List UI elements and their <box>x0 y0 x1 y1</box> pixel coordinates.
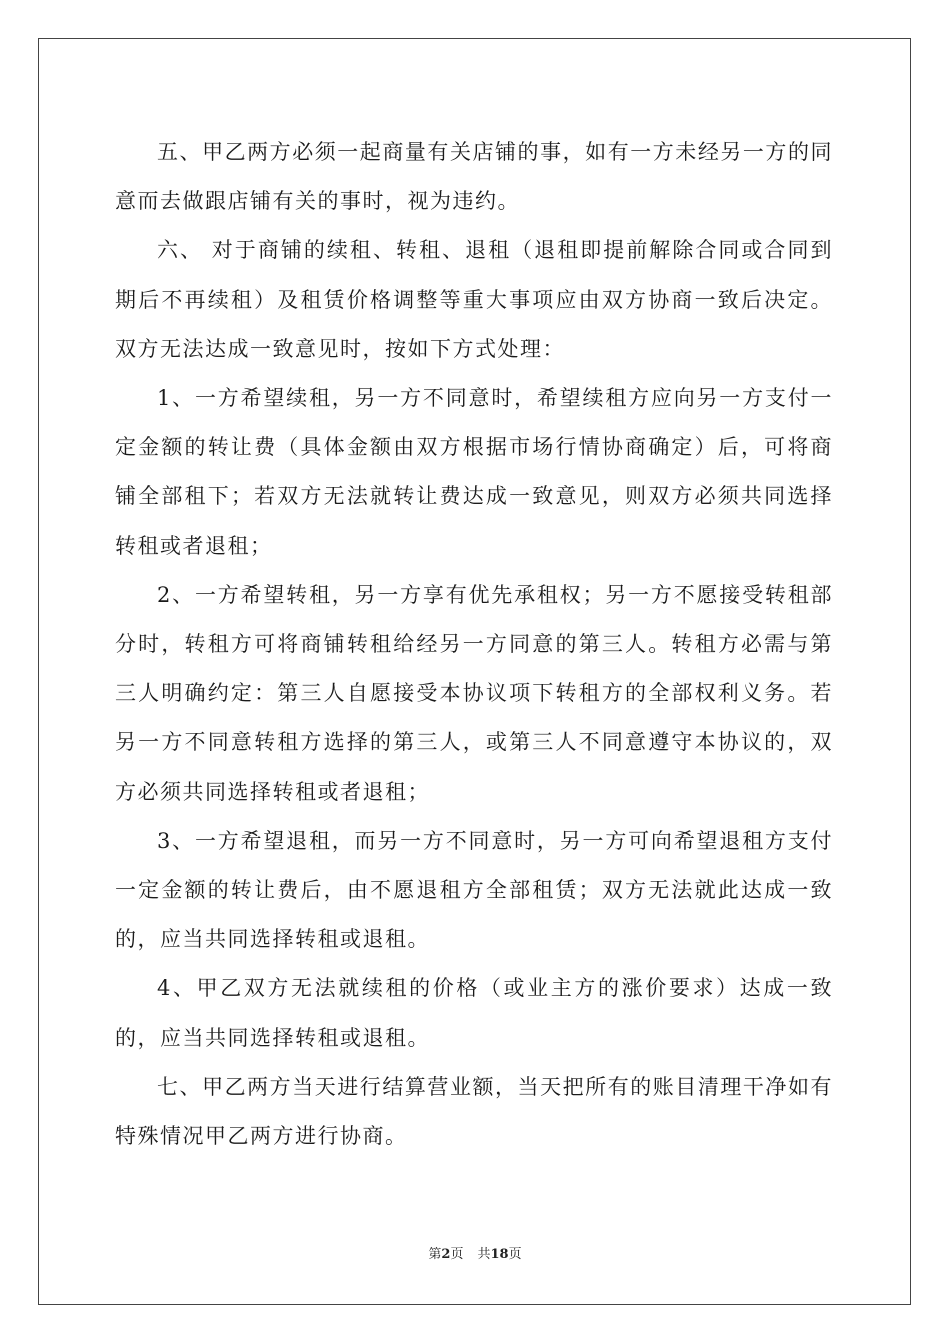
document-body <box>115 128 833 1161</box>
paragraph-item-3: 3、一方希望退租，而另一方不同意时，另一方可向希望退租方支付一定金额的转让费后，由不愿退租方全部租赁；双方无法就此达成一致的，应当共同选择转租或退租。 <box>115 828 833 952</box>
paragraph-item-2: 2、一方希望转租，另一方享有优先承租权；另一方不愿接受转租部分时，转租方可将商铺转租给经另一方同意的第三人。转租方必需与第三人明确约定：第三人自愿接受本协议项下转租方的全部权利义务。若另一方不同意转租方选择的第三人，或第三人不同意遵守本协议的，双方必须共同选择转租或者退租； <box>115 582 833 804</box>
paragraph-clause-7: 七、甲乙两方当天进行结算营业额，当天把所有的账目清理干净如有特殊情况甲乙两方进行协商。 <box>115 1074 833 1149</box>
current-page-number: 2 <box>441 1247 451 1262</box>
footer-page-suffix: 页 <box>450 1247 464 1262</box>
total-pages-number: 18 <box>490 1247 509 1262</box>
footer-total-suffix: 页 <box>508 1247 522 1262</box>
paragraph-clause-5: 五、甲乙两方必须一起商量有关店铺的事，如有一方未经另一方的同意而去做跟店铺有关的事时，视为违约。 <box>115 140 833 214</box>
paragraph-item-1: 1、一方希望续租，另一方不同意时，希望续租方应向另一方支付一定金额的转让费（具体金额由双方根据市场行情协商确定）后，可将商铺全部租下；若双方无法就转让费达成一致意见，则双方必须共同选择转租或者退租； <box>115 386 833 558</box>
footer-total-prefix: 共 <box>477 1247 491 1262</box>
page-footer <box>0 1247 950 1263</box>
paragraph-clause-6: 六、 对于商铺的续租、转租、退租（退租即提前解除合同或合同到期后不再续租）及租赁价格调整等重大事项应由双方协商一致后决定。双方无法达成一致意见时，按如下方式处理： <box>115 238 833 361</box>
footer-prefix: 第 <box>428 1247 442 1262</box>
paragraph-item-4: 4、甲乙双方无法就续租的价格（或业主方的涨价要求）达成一致的，应当共同选择转租或退租。 <box>115 976 833 1050</box>
